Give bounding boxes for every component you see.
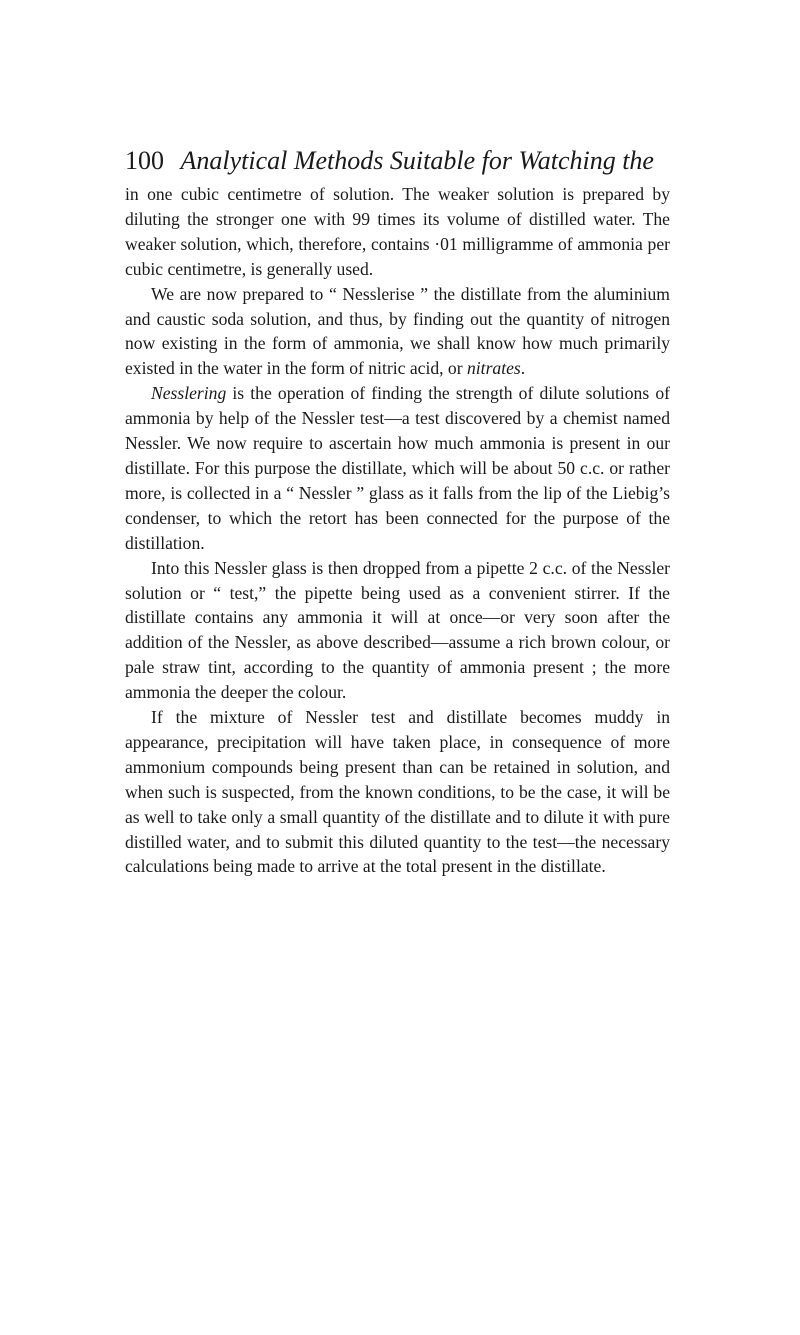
paragraph-2-end: . (520, 358, 526, 379)
paragraph-4-text: Into this Nessler glass is then dropped from a pipette 2 c.c. of the Nessler solution or “ test,” the pipette being used as a convenient stirrer. If the distillate contains any ammonia it will at once—or very soon after the addition of the Nessler, as above described—assume a rich brown colour, or pale straw tint, according to the quantity of ammonia present ; the more ammonia the deeper the colour. (125, 557, 670, 703)
paragraph-1 (125, 182, 670, 282)
page-number: 100 (125, 146, 164, 175)
paragraph-3 (125, 381, 670, 555)
paragraph-2 (125, 282, 670, 382)
paragraph-5-text: If the mixture of Nessler test and distillate becomes muddy in appearance, precipitation will have taken place, in consequence of more ammonium compounds being present than can be retained in solution, and when such is suspected, from the known conditions, to be the case, it will be as well to take only a small quantity of the distillate and to dilute it with pure distilled water, and to submit this diluted quantity to the test—the necessary calculations being made to arrive at the total present in the distillate. (125, 707, 670, 877)
body-text (125, 182, 670, 879)
paragraph-5 (125, 705, 670, 879)
paragraph-4 (125, 556, 670, 705)
paragraph-1-text: in one cubic centimetre of solution. The weaker solution is prepared by diluting the stronger one with 99 times its volume of distilled water. The weaker solution, which, therefore, contains ·01 milligramme of ammonia per cubic centimetre, is generally used. (125, 184, 670, 279)
running-head (125, 145, 725, 177)
paragraph-3-text: is the operation of finding the strength of dilute solutions of ammonia by help of the Nessler test—a test discovered by a chemist named Nessler. We now require to ascertain how much ammonia is present in our distillate. For this purpose the distillate, which will be about 50 c.c. or rather more, is collected in a “ Nessler ” glass as it falls from the lip of the Liebig’s condenser, to which the retort has been connected for the purpose of the distillation. (125, 383, 670, 553)
paragraph-2-text: We are now prepared to “ Nesslerise ” the distillate from the aluminium and caustic soda solution, and thus, by finding out the quantity of nitrogen now existing in the form of ammonia, we shall know how much primarily existed in the water in the form of nitric acid, or (125, 283, 670, 379)
paragraph-3-italic-term: Nesslering (151, 383, 227, 404)
paragraph-2-italic-term: nitrates (467, 358, 521, 379)
running-title: Analytical Methods Suitable for Watching the (180, 146, 654, 175)
